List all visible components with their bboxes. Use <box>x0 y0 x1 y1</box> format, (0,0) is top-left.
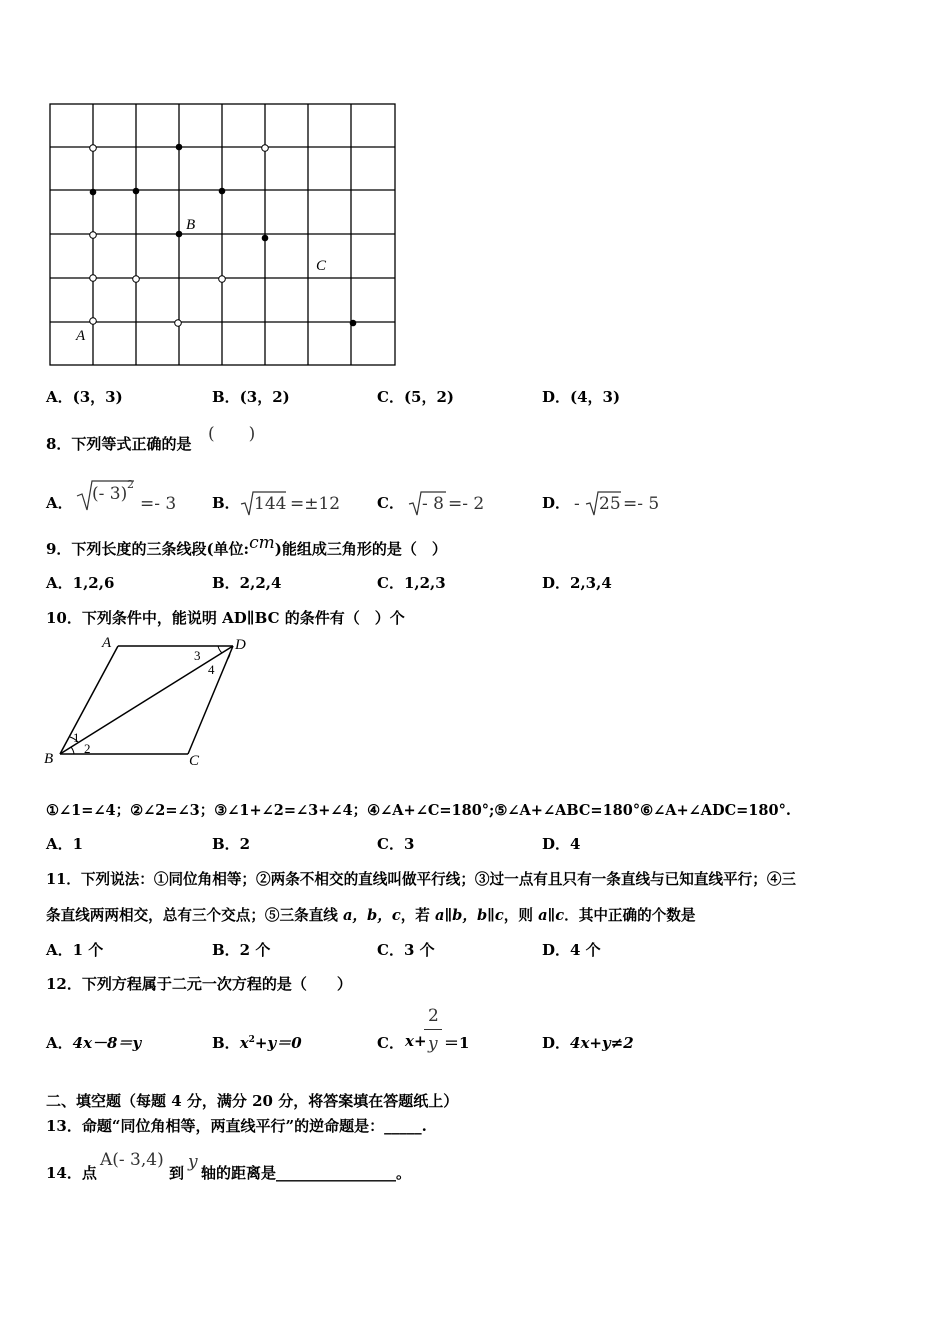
q11-line2-vars: a，b，c <box>342 907 401 924</box>
q12-c-post: ＝1 <box>444 1034 470 1052</box>
q10-stem: 10．下列条件中，能说明 AD∥BC 的条件有（ ）个 <box>46 609 405 627</box>
q12-d-letter: D． <box>542 1034 571 1052</box>
q12-c-numerator: 2 <box>428 1006 439 1026</box>
q8-d-rhs: =- 5 <box>623 494 660 514</box>
solid-point <box>90 189 97 196</box>
fig-angle-4: 4 <box>208 662 215 677</box>
hollow-point <box>90 145 97 152</box>
fig-label-c: C <box>189 753 200 769</box>
q8-d-radicand: 25 <box>599 494 621 514</box>
hollow-point <box>90 232 97 239</box>
solid-point <box>133 188 140 195</box>
q9-option-b[interactable]: B．2,2,4 <box>212 574 282 592</box>
solid-point <box>176 144 183 151</box>
q12-option-d[interactable] <box>542 1032 634 1053</box>
section2-title: 二、填空题（每题 4 分，满分 20 分，将答案填在答题纸上） <box>46 1092 459 1110</box>
q10-option-a[interactable]: A．1 <box>46 835 84 853</box>
q8-d-neg: - <box>574 494 580 514</box>
q9-option-c[interactable]: C．1,2,3 <box>377 574 446 592</box>
q8-stem: 8．下列等式正确的是 <box>46 435 192 453</box>
fraction-bar <box>424 1029 442 1030</box>
q7-option-c[interactable]: C．(5，2) <box>377 388 455 406</box>
q12-option-a[interactable] <box>46 1032 141 1053</box>
grid-label-b: B <box>186 217 196 233</box>
fig-label-a: A <box>102 635 112 651</box>
grid-label-c: C <box>316 258 327 274</box>
hollow-point <box>90 275 97 282</box>
q12-b-sup: 2 <box>248 1035 255 1045</box>
q7-option-b[interactable]: B．(3，2) <box>212 388 290 406</box>
fig-angle-3: 3 <box>194 648 201 663</box>
q11-option-b[interactable]: B．2 个 <box>212 941 271 959</box>
solid-point <box>350 320 357 327</box>
q11-option-c[interactable]: C．3 个 <box>377 941 435 959</box>
q12-c-denominator: y <box>428 1034 438 1054</box>
hollow-point <box>133 276 140 283</box>
q11-line2-part4: ．其中正确的个数是 <box>564 907 696 924</box>
q14-mid: 到 <box>169 1164 185 1182</box>
q12-option-c-letter[interactable]: C． <box>377 1034 404 1052</box>
q11-line2-part3: ，则 <box>503 907 539 924</box>
q11-line2-part2: ，若 <box>400 907 435 924</box>
hollow-point <box>262 145 269 152</box>
q9-option-d[interactable]: D．2,3,4 <box>542 574 612 592</box>
grid-figure <box>45 100 405 370</box>
q11-option-d[interactable]: D．4 个 <box>542 941 601 959</box>
q8-a-inner: (- 3) <box>92 484 128 504</box>
q9-stem-before: 9．下列长度的三条线段(单位: <box>46 540 250 558</box>
q8-a-exponent: 2 <box>127 478 134 491</box>
q8-option-a-letter[interactable]: A． <box>46 494 73 512</box>
q9-stem <box>46 533 447 559</box>
q8-b-radicand: 144 <box>254 494 287 514</box>
q8-a-rhs: =- 3 <box>140 494 177 514</box>
hollow-point <box>175 320 182 327</box>
solid-point <box>176 231 183 238</box>
solid-point <box>262 235 269 242</box>
q10-option-d[interactable]: D．4 <box>542 835 581 853</box>
solid-point <box>219 188 226 195</box>
hollow-point <box>90 318 97 325</box>
q12-a-letter: A． <box>46 1034 73 1052</box>
q12-b-pre: x <box>239 1034 249 1052</box>
q8-c-radicand: - 8 <box>422 494 444 514</box>
q14-post: 轴的距离是________________。 <box>201 1164 412 1182</box>
q9-unit: cm <box>249 533 275 553</box>
q8-option-b-letter[interactable]: B． <box>212 494 240 512</box>
fig-angle-2: 2 <box>84 741 91 756</box>
q10-option-b[interactable]: B．2 <box>212 835 251 853</box>
q8-paren: ( ) <box>208 424 256 444</box>
q12-a-text: 4x－8＝y <box>72 1034 142 1052</box>
fig-angle-1: 1 <box>73 730 80 745</box>
q12-option-b[interactable] <box>212 1032 302 1053</box>
q11-line2-part1: 条直线两两相交，总有三个交点；⑤三条直线 <box>46 907 343 924</box>
q14-axis: y <box>188 1152 198 1172</box>
q14-point: A(- 3,4) <box>100 1150 164 1170</box>
q9-option-a[interactable]: A．1,2,6 <box>46 574 115 592</box>
q11-line2 <box>46 904 696 925</box>
fig-label-d: D <box>235 637 246 653</box>
q8-b-rhs: =±12 <box>290 494 341 514</box>
q12-d-text: 4x+y≠2 <box>570 1034 634 1052</box>
parallelogram-figure <box>40 632 260 772</box>
q11-line2-cond: a∥b，b∥c <box>434 907 504 924</box>
q14-pre: 14．点 <box>46 1164 97 1182</box>
q12-b-letter: B． <box>212 1034 240 1052</box>
q11-line2-concl: a∥c <box>538 907 565 924</box>
q10-option-c[interactable]: C．3 <box>377 835 415 853</box>
q13-text: 13．命题“同位角相等，两直线平行”的逆命题是：_____. <box>46 1117 427 1135</box>
q11-option-a[interactable]: A．1 个 <box>46 941 104 959</box>
q10-conditions: ①∠1=∠4；②∠2=∠3；③∠1+∠2=∠3+∠4；④∠A+∠C=180°;⑤∠A+∠ABC=180°⑥∠A+∠ADC=180°. <box>46 802 791 819</box>
q8-option-c-letter[interactable]: C． <box>377 494 404 512</box>
q7-option-d[interactable]: D．(4，3) <box>542 388 621 406</box>
q11-line1: 11．下列说法：①同位角相等；②两条不相交的直线叫做平行线；③过一点有且只有一条直线与已知直线平行；④三 <box>46 871 797 888</box>
q12-b-post: +y＝0 <box>254 1034 302 1052</box>
q12-c-pre: x+ <box>405 1032 427 1050</box>
hollow-point <box>219 276 226 283</box>
q12-stem: 12．下列方程属于二元一次方程的是（ ） <box>46 975 352 993</box>
q8-option-d-letter[interactable]: D． <box>542 494 571 512</box>
grid-label-a: A <box>76 328 86 344</box>
q7-option-a[interactable]: A．(3，3) <box>46 388 123 406</box>
q8-c-rhs: =- 2 <box>448 494 485 514</box>
q9-stem-after: )能组成三角形的是（ ） <box>274 540 447 558</box>
fig-label-b: B <box>44 751 54 767</box>
